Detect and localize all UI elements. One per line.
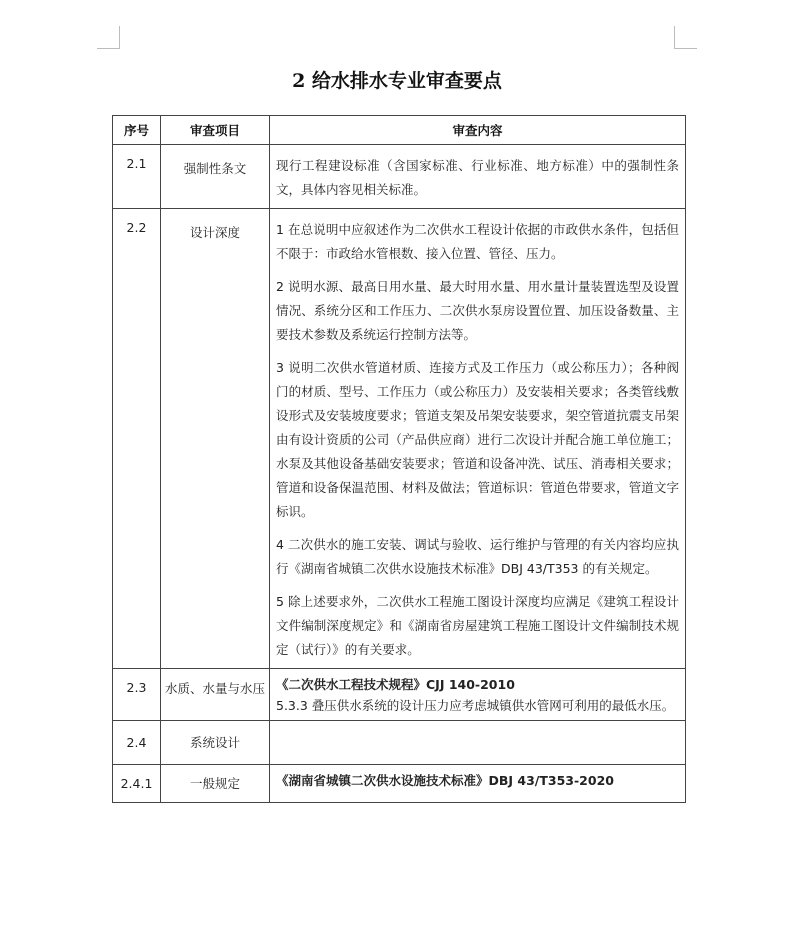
table-row bbox=[113, 765, 686, 803]
row-content bbox=[270, 209, 686, 669]
row-content bbox=[270, 765, 686, 803]
row-item: 一般规定 bbox=[161, 765, 270, 803]
table-row bbox=[113, 209, 686, 669]
row-item: 水质、水量与水压 bbox=[161, 669, 270, 721]
row-item: 强制性条文 bbox=[161, 145, 270, 209]
table-row bbox=[113, 669, 686, 721]
table-header-row bbox=[113, 116, 686, 145]
content-paragraph: 5 除上述要求外，二次供水工程施工图设计深度均应满足《建筑工程设计文件编制深度规定》和《湖南省房屋建筑工程施工图设计文件编制技术规定（试行）》的有关要求。 bbox=[276, 594, 679, 657]
row-number: 2.1 bbox=[113, 145, 161, 209]
header-review-item: 审查项目 bbox=[161, 116, 270, 145]
section-title: 2 给水排水专业审查要点 bbox=[292, 70, 502, 92]
row-number: 2.3 bbox=[113, 669, 161, 721]
standard-reference-title: 《湖南省城镇二次供水设施技术标准》DBJ 43/T353-2020 bbox=[276, 773, 614, 788]
header-review-content: 审查内容 bbox=[270, 116, 686, 145]
row-number: 2.2 bbox=[113, 209, 161, 669]
row-content bbox=[270, 721, 686, 765]
content-paragraph: 1 在总说明中应叙述作为二次供水工程设计依据的市政供水条件，包括但不限于：市政给水管根数、接入位置、管径、压力。 bbox=[276, 222, 679, 261]
row-item: 设计深度 bbox=[161, 209, 270, 669]
row-item: 系统设计 bbox=[161, 721, 270, 765]
content-paragraph: 现行工程建设标准（含国家标准、行业标准、地方标准）中的强制性条文，具体内容见相关标准。 bbox=[276, 158, 679, 197]
standard-clause-text: 5.3.3 叠压供水系统的设计压力应考虑城镇供水管网可利用的最低水压。 bbox=[276, 698, 675, 713]
table-row bbox=[113, 145, 686, 209]
row-content bbox=[270, 669, 686, 721]
row-content bbox=[270, 145, 686, 209]
row-number: 2.4 bbox=[113, 721, 161, 765]
header-number: 序号 bbox=[113, 116, 161, 145]
content-paragraph: 2 说明水源、最高日用水量、最大时用水量、用水量计量装置选型及设置情况、系统分区和工作压力、二次供水泵房设置位置、加压设备数量、主要技术参数及系统运行控制方法等。 bbox=[276, 279, 679, 342]
table-row bbox=[113, 721, 686, 765]
standard-reference-title: 《二次供水工程技术规程》CJJ 140-2010 bbox=[276, 677, 515, 692]
content-paragraph: 4 二次供水的施工安装、调试与验收、运行维护与管理的有关内容均应执行《湖南省城镇二次供水设施技术标准》DBJ 43/T353 的有关规定。 bbox=[276, 537, 679, 576]
page-corner-mark-top-right bbox=[674, 26, 697, 49]
content-paragraph: 3 说明二次供水管道材质、连接方式及工作压力（或公称压力）；各种阀门的材质、型号、工作压力（或公称压力）及安装相关要求；各类管线敷设形式及安装坡度要求；管道支架及吊架安装要求，架空管道抗震支吊架由有设计资质的公司（产品供应商）进行二次设计并配合施工单位施工；水泵及其他设备基础安装要求；管道和设备冲洗、试压、消毒相关要求；管道和设备保温范围、材料及做法；管道标识：管道色带要求，管道文字标识。 bbox=[276, 360, 679, 519]
page-corner-mark-top-left bbox=[97, 26, 120, 49]
row-number: 2.4.1 bbox=[113, 765, 161, 803]
review-points-table bbox=[112, 115, 686, 803]
